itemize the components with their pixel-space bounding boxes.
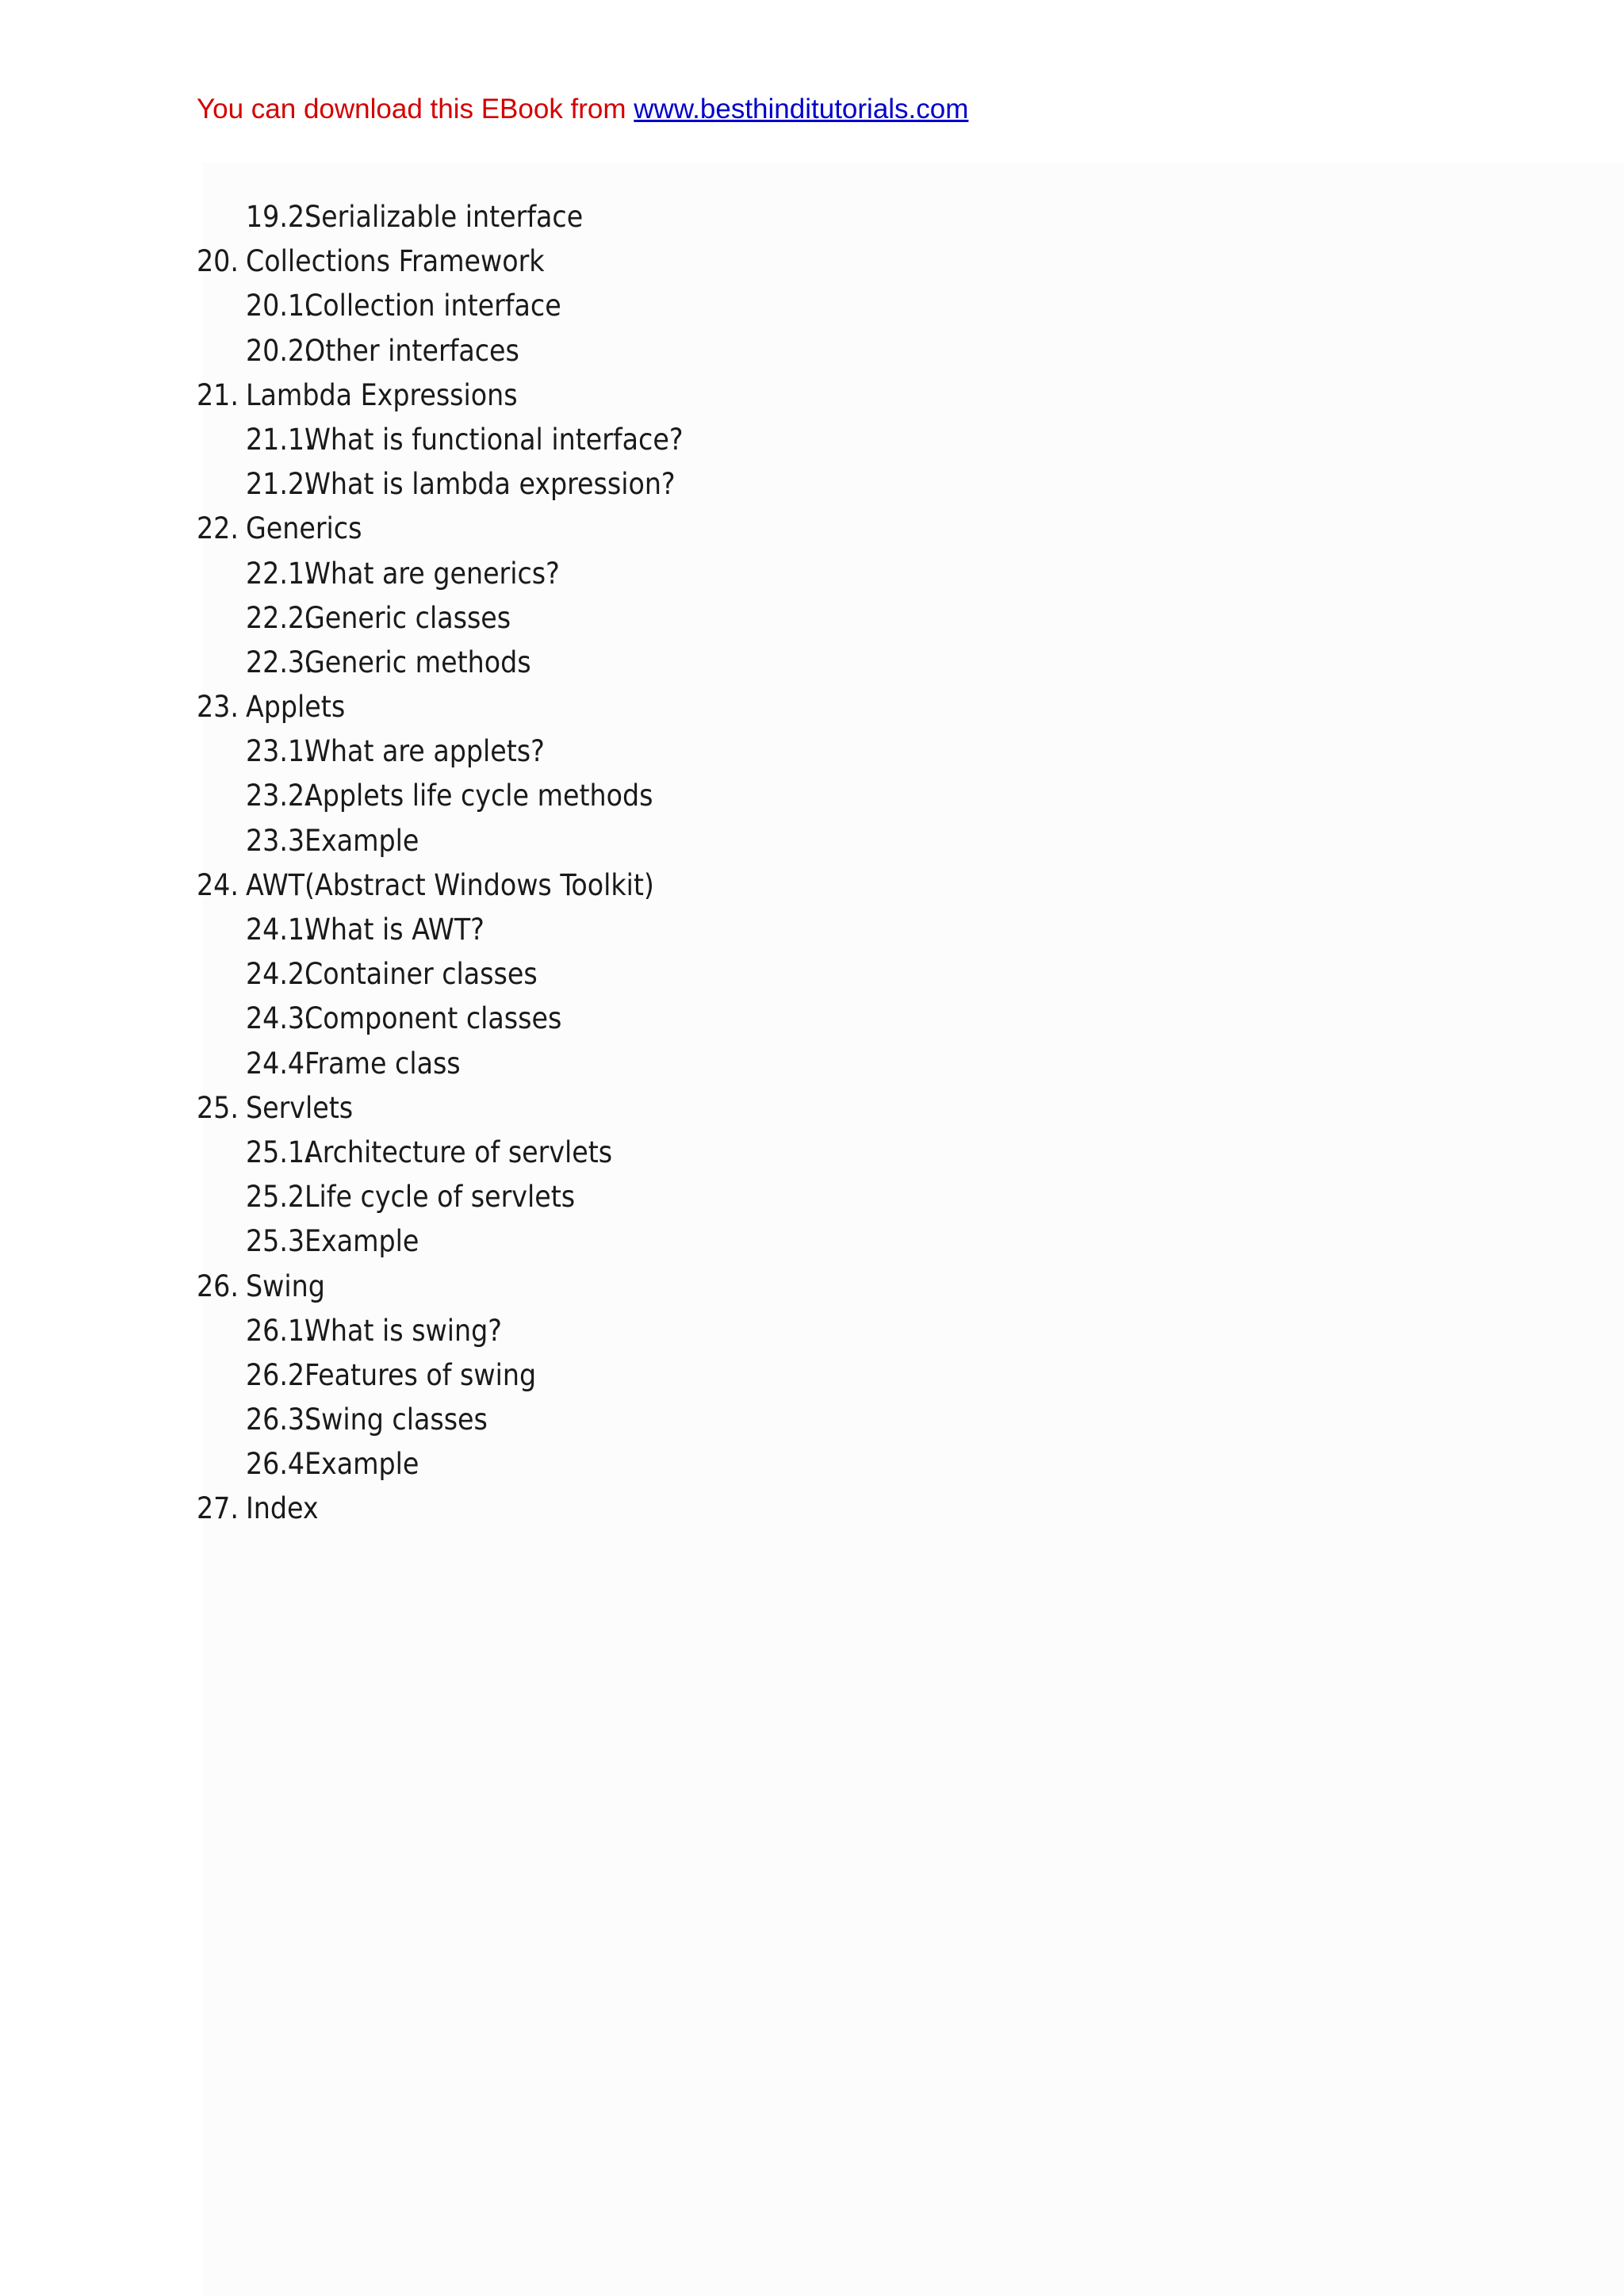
toc-section-entry	[0, 195, 1624, 239]
toc-section-entry	[0, 462, 1624, 507]
toc-entry-number: 26.4.	[246, 1447, 313, 1482]
toc-entry-title: What is functional interface?	[304, 422, 684, 457]
toc-entry-title: Frame class	[304, 1046, 461, 1081]
toc-entry-number: 22.3.	[246, 645, 313, 679]
toc-section-entry	[0, 729, 1624, 774]
toc-chapter-entry	[0, 685, 1624, 729]
toc-entry-title: Applets	[246, 690, 346, 725]
toc-entry-title: Servlets	[246, 1090, 354, 1125]
toc-entry-title: Index	[246, 1491, 319, 1526]
toc-section-entry	[0, 1442, 1624, 1487]
toc-entry-title: Component classes	[304, 1001, 562, 1036]
toc-entry-number: 25.1.	[246, 1135, 313, 1169]
toc-entry-title: Features of swing	[304, 1357, 537, 1392]
toc-entry-number: 21.2.	[246, 467, 313, 502]
toc-section-entry	[0, 908, 1624, 952]
toc-entry-title: Serializable interface	[304, 200, 584, 234]
toc-section-entry	[0, 552, 1624, 596]
toc-entry-number: 22.	[197, 511, 239, 546]
download-notice-text: You can download this EBook from	[197, 94, 626, 124]
toc-entry-number: 27.	[197, 1491, 239, 1526]
toc-entry-number: 24.2.	[246, 957, 313, 992]
toc-entry-number: 23.1.	[246, 734, 313, 769]
toc-entry-title: What is swing?	[304, 1313, 502, 1348]
toc-entry-number: 23.	[197, 690, 239, 725]
toc-section-entry	[0, 774, 1624, 818]
toc-chapter-entry	[0, 373, 1624, 418]
toc-entry-number: 20.	[197, 244, 239, 279]
toc-entry-title: Generic methods	[304, 645, 531, 679]
toc-entry-number: 24.	[197, 867, 239, 902]
toc-entry-number: 24.3.	[246, 1001, 313, 1036]
toc-entry-title: Collection interface	[304, 289, 561, 323]
toc-entry-number: 26.2.	[246, 1357, 313, 1392]
toc-section-entry	[0, 819, 1624, 863]
toc-entry-number: 25.	[197, 1090, 239, 1125]
download-notice	[197, 94, 968, 125]
toc-entry-number: 26.1.	[246, 1313, 313, 1348]
toc-entry-title: What are applets?	[304, 734, 545, 769]
toc-entry-number: 26.	[197, 1269, 239, 1303]
toc-entry-number: 24.1.	[246, 913, 313, 947]
toc-section-entry	[0, 1042, 1624, 1086]
toc-entry-number: 22.2.	[246, 600, 313, 635]
toc-entry-number: 25.2.	[246, 1180, 313, 1215]
toc-entry-number: 19.2.	[246, 200, 313, 234]
toc-entry-title: Life cycle of servlets	[304, 1180, 576, 1215]
toc-section-entry	[0, 1219, 1624, 1264]
toc-chapter-entry	[0, 239, 1624, 284]
toc-entry-number: 24.4.	[246, 1046, 313, 1081]
toc-chapter-entry	[0, 863, 1624, 908]
toc-entry-title: Example	[304, 1447, 419, 1482]
toc-entry-title: What is AWT?	[304, 913, 485, 947]
toc-entry-title: AWT(Abstract Windows Toolkit)	[246, 867, 654, 902]
toc-section-entry	[0, 596, 1624, 641]
toc-section-entry	[0, 1398, 1624, 1442]
toc-section-entry	[0, 1309, 1624, 1353]
toc-entry-title: Lambda Expressions	[246, 377, 518, 412]
toc-entry-number: 20.2.	[246, 333, 313, 368]
toc-section-entry	[0, 1353, 1624, 1398]
toc-entry-number: 21.	[197, 377, 239, 412]
toc-entry-number: 20.1.	[246, 289, 313, 323]
toc-entry-title: What is lambda expression?	[304, 467, 676, 502]
toc-chapter-entry	[0, 1487, 1624, 1531]
table-of-contents	[0, 195, 1624, 1532]
toc-entry-title: Swing classes	[304, 1402, 488, 1437]
toc-section-entry	[0, 418, 1624, 462]
toc-chapter-entry	[0, 1086, 1624, 1131]
toc-section-entry	[0, 997, 1624, 1041]
toc-entry-title: Swing	[246, 1269, 325, 1303]
toc-section-entry	[0, 1131, 1624, 1175]
toc-entry-title: Generics	[246, 511, 362, 546]
toc-entry-number: 23.2.	[246, 779, 313, 813]
website-link[interactable]: www.besthinditutorials.com	[634, 94, 969, 124]
toc-entry-title: Collections Framework	[246, 244, 545, 279]
toc-entry-title: Generic classes	[304, 600, 511, 635]
toc-chapter-entry	[0, 1265, 1624, 1309]
toc-entry-number: 23.3.	[246, 823, 313, 858]
toc-entry-number: 21.1.	[246, 422, 313, 457]
toc-section-entry	[0, 1175, 1624, 1219]
toc-entry-number: 25.3.	[246, 1224, 313, 1259]
toc-entry-title: Container classes	[304, 957, 538, 992]
toc-chapter-entry	[0, 507, 1624, 551]
toc-entry-number: 22.1.	[246, 556, 313, 591]
toc-entry-title: Applets life cycle methods	[304, 779, 653, 813]
toc-entry-title: What are generics?	[304, 556, 560, 591]
toc-entry-title: Example	[304, 823, 419, 858]
toc-entry-number: 26.3.	[246, 1402, 313, 1437]
toc-entry-title: Architecture of servlets	[304, 1135, 613, 1169]
toc-entry-title: Example	[304, 1224, 419, 1259]
toc-section-entry	[0, 284, 1624, 328]
toc-entry-title: Other interfaces	[304, 333, 519, 368]
toc-section-entry	[0, 952, 1624, 997]
toc-section-entry	[0, 329, 1624, 373]
toc-section-entry	[0, 641, 1624, 685]
